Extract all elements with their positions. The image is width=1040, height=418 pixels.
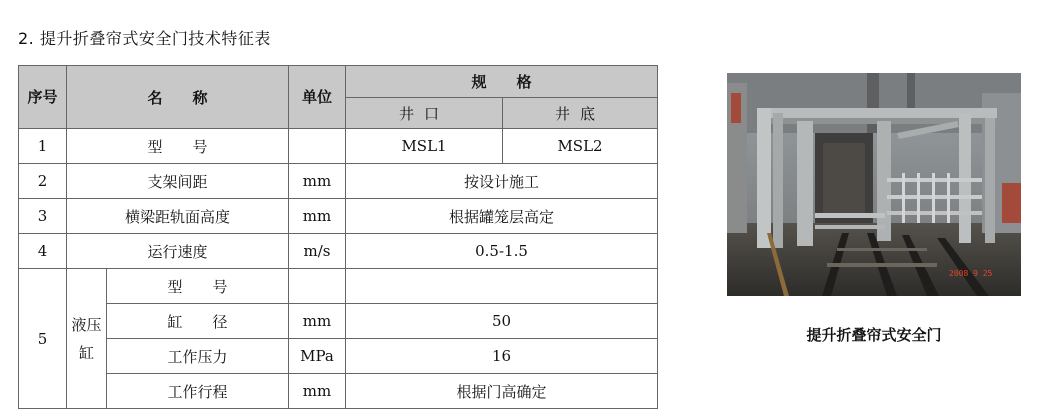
row-seq: 2 — [19, 164, 67, 199]
row-unit: mm — [289, 164, 346, 199]
row-name: 工作行程 — [107, 374, 289, 409]
row-spec — [346, 269, 658, 304]
row-name: 缸 径 — [107, 304, 289, 339]
row-spec-bottom: MSL2 — [503, 129, 658, 164]
table-row — [19, 304, 658, 339]
photo-date-stamp: 2008 9 25 — [949, 269, 993, 278]
row-seq: 4 — [19, 234, 67, 269]
row-spec: 根据门高确定 — [346, 374, 658, 409]
header-unit: 单位 — [289, 66, 346, 129]
header-shaft-top: 井口 — [346, 98, 503, 129]
row-spec: 根据罐笼层高定 — [346, 199, 658, 234]
row-name: 支架间距 — [67, 164, 289, 199]
photo-caption: 提升折叠帘式安全门 — [806, 326, 942, 344]
row-name: 运行速度 — [67, 234, 289, 269]
table-row — [19, 374, 658, 409]
row-unit: MPa — [289, 339, 346, 374]
row-name: 横梁距轨面高度 — [67, 199, 289, 234]
row-unit: mm — [289, 374, 346, 409]
row-group-label: 液压缸 — [67, 269, 107, 409]
row-name: 型 号 — [107, 269, 289, 304]
row-unit: mm — [289, 304, 346, 339]
header-shaft-bottom: 井底 — [503, 98, 658, 129]
row-name: 工作压力 — [107, 339, 289, 374]
row-unit — [289, 129, 346, 164]
row-spec: 16 — [346, 339, 658, 374]
table-row — [19, 234, 658, 269]
row-unit — [289, 269, 346, 304]
row-seq: 1 — [19, 129, 67, 164]
spec-table — [18, 65, 658, 409]
row-seq: 5 — [19, 269, 67, 409]
row-unit: mm — [289, 199, 346, 234]
header-spec: 规 格 — [346, 66, 658, 98]
header-name: 名 称 — [67, 66, 289, 129]
row-spec-top: MSL1 — [346, 129, 503, 164]
row-spec: 按设计施工 — [346, 164, 658, 199]
row-spec: 0.5-1.5 — [346, 234, 658, 269]
safety-gate-photo — [727, 73, 1021, 296]
table-row — [19, 199, 658, 234]
table-row — [19, 339, 658, 374]
row-unit: m/s — [289, 234, 346, 269]
row-seq: 3 — [19, 199, 67, 234]
table-row — [19, 164, 658, 199]
header-seq: 序号 — [19, 66, 67, 129]
table-row — [19, 269, 658, 304]
row-name: 型 号 — [67, 129, 289, 164]
page-title: 2. 提升折叠帘式安全门技术特征表 — [18, 29, 271, 48]
row-spec: 50 — [346, 304, 658, 339]
table-row — [19, 129, 658, 164]
